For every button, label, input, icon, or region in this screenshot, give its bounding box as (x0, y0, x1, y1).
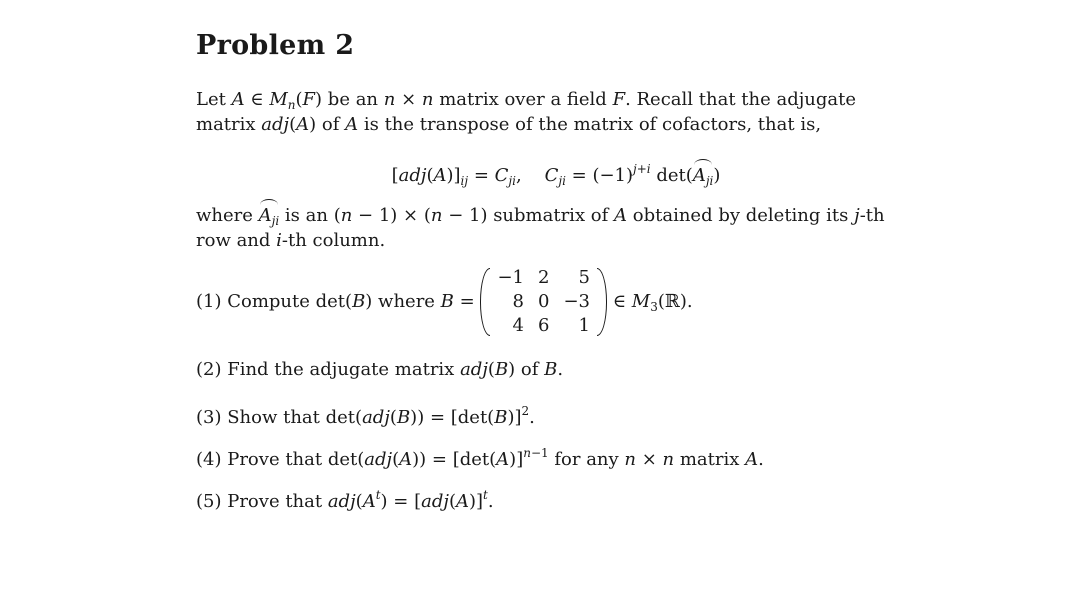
where-line-2: row and i-th column. (196, 230, 386, 251)
question-3: (3) Show that $\det(adj(B)) = [\det(B)]^2$. (196, 404, 535, 428)
where-line-1: where $A_{ji}$ is an (n − 1) × (n − 1) submatrix of A obtained by deleting its j-th (196, 203, 885, 234)
intro-line-2: matrix adj(A) of A is the transpose of the matrix of cofactors, that is, (196, 114, 822, 135)
question-4: (4) Prove that $\det(adj(A)) = [\det(A)]^{n-1}$ for any n × n matrix A. (196, 446, 764, 470)
problem-title: Problem 2 (196, 30, 355, 61)
matrix-b: −1 2 5 8 0 −3 4 6 1 (480, 266, 607, 338)
intro-line-1: Let A ∈ $M_n(F)$ be an n × n matrix over a field F. Recall that the adjugate (196, 89, 857, 112)
question-2: (2) Find the adjugate matrix adj(B) of B. (196, 359, 564, 380)
question-5: (5) Prove that $adj(A^t) = [adj(A)]^t$. (196, 488, 494, 512)
cofactor-formula: $[adj(A)]_{ij} = C_{ji}$, $C_{ji} = (-1)^{j+i}$ $\det(A_{ji})$ (196, 157, 916, 194)
question-1: (1) Compute det(B) where B = −1 2 5 8 0 −3 4 6 1 ∈ $M_3(ℝ)$. (196, 267, 693, 336)
